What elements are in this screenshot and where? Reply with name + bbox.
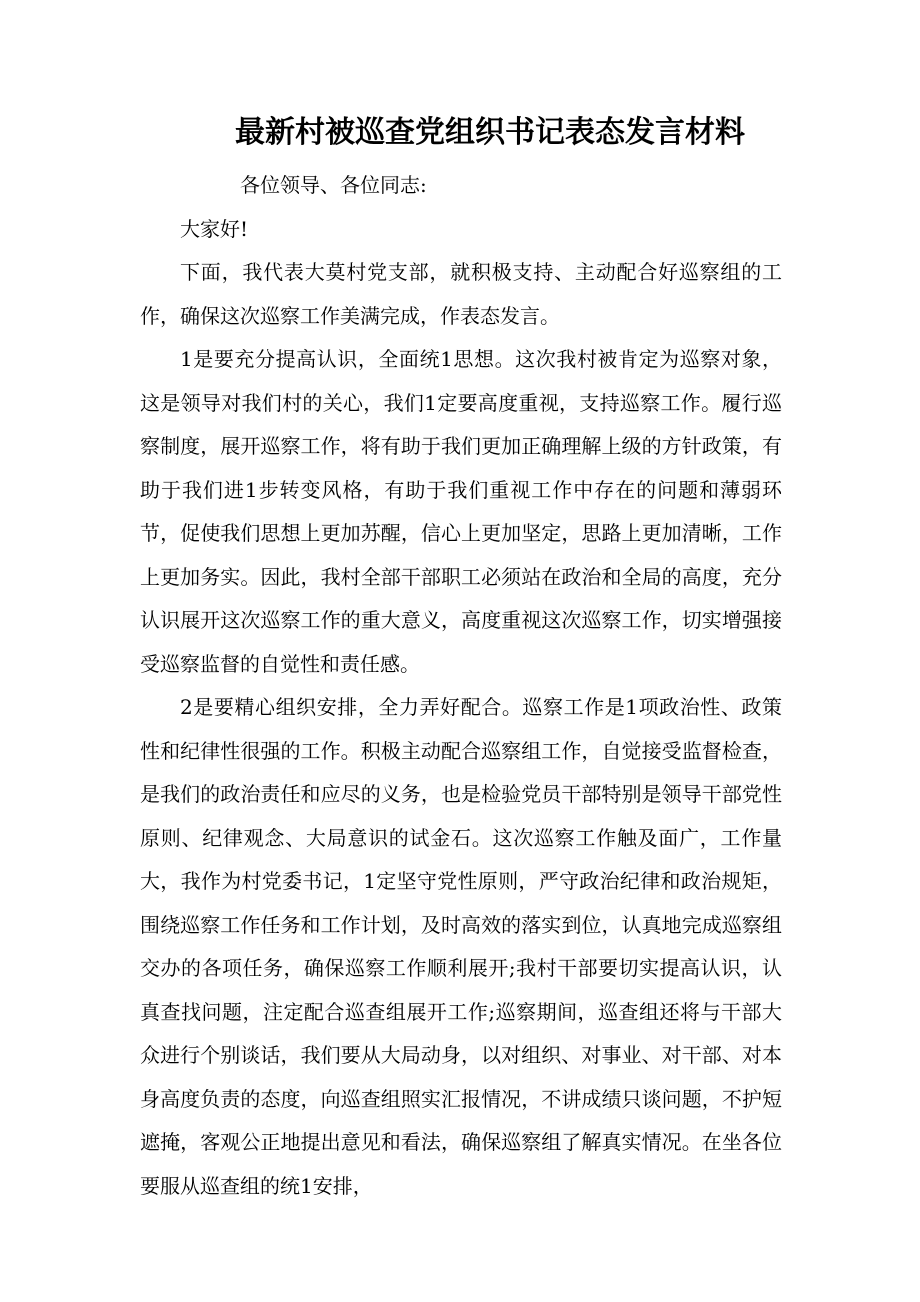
document-title: 最新村被巡查党组织书记表态发言材料 (235, 115, 745, 150)
body-paragraph-point-1: 1是要充分提高认识，全面统1思想。这次我村被肯定为巡察对象，这是领导对我们村的关心，我们1定要高度重视，支持巡察工作。履行巡察制度，展开巡察工作，将有助于我们更加正确理解上级的方针政策，有助于我们进1步转变风格，有助于我们重视工作中存在的问题和薄弱环节，促使我们思想上更加苏醒，信心上更加坚定，思路上更加清晰，工作上更加务实。因此，我村全部干部职工必须站在政治和全局的高度，充分认识展开这次巡察工作的重大意义，高度重视这次巡察工作，切实增强接受巡察监督的自觉性和责任感。 (140, 347, 782, 676)
body-paragraph-intro: 下面，我代表大莫村党支部，就积极支持、主动配合好巡察组的工作，确保这次巡察工作美满完成，作表态发言。 (140, 260, 782, 328)
salutation-paragraph: 各位领导、各位同志: (240, 173, 427, 197)
body-paragraph-point-2: 2是要精心组织安排，全力弄好配合。巡察工作是1项政治性、政策性和纪律性很强的工作。积极主动配合巡察组工作，自觉接受监督检查，是我们的政治责任和应尽的义务，也是检验党员干部特别是领导干部党性原则、纪律观念、大局意识的试金石。这次巡察工作触及面广，工作量大，我作为村党委书记，1定坚守党性原则，严守政治纪律和政治规矩，围绕巡察工作任务和工作计划，及时高效的落实到位，认真地完成巡察组交办的各项任务，确保巡察工作顺利展开;我村干部要切实提高认识，认真查找问题，注定配合巡查组展开工作;巡察期间，巡查组还将与干部大众进行个别谈话，我们要从大局动身，以对组织、对事业、对干部、对本身高度负责的态度，向巡查组照实汇报情况，不讲成绩只谈问题，不护短遮掩，客观公正地提出意见和看法，确保巡察组了解真实情况。在坐各位要服从巡查组的统1安排， (140, 695, 782, 1198)
document-body (140, 164, 782, 1208)
greeting-paragraph: 大家好! (180, 216, 249, 241)
